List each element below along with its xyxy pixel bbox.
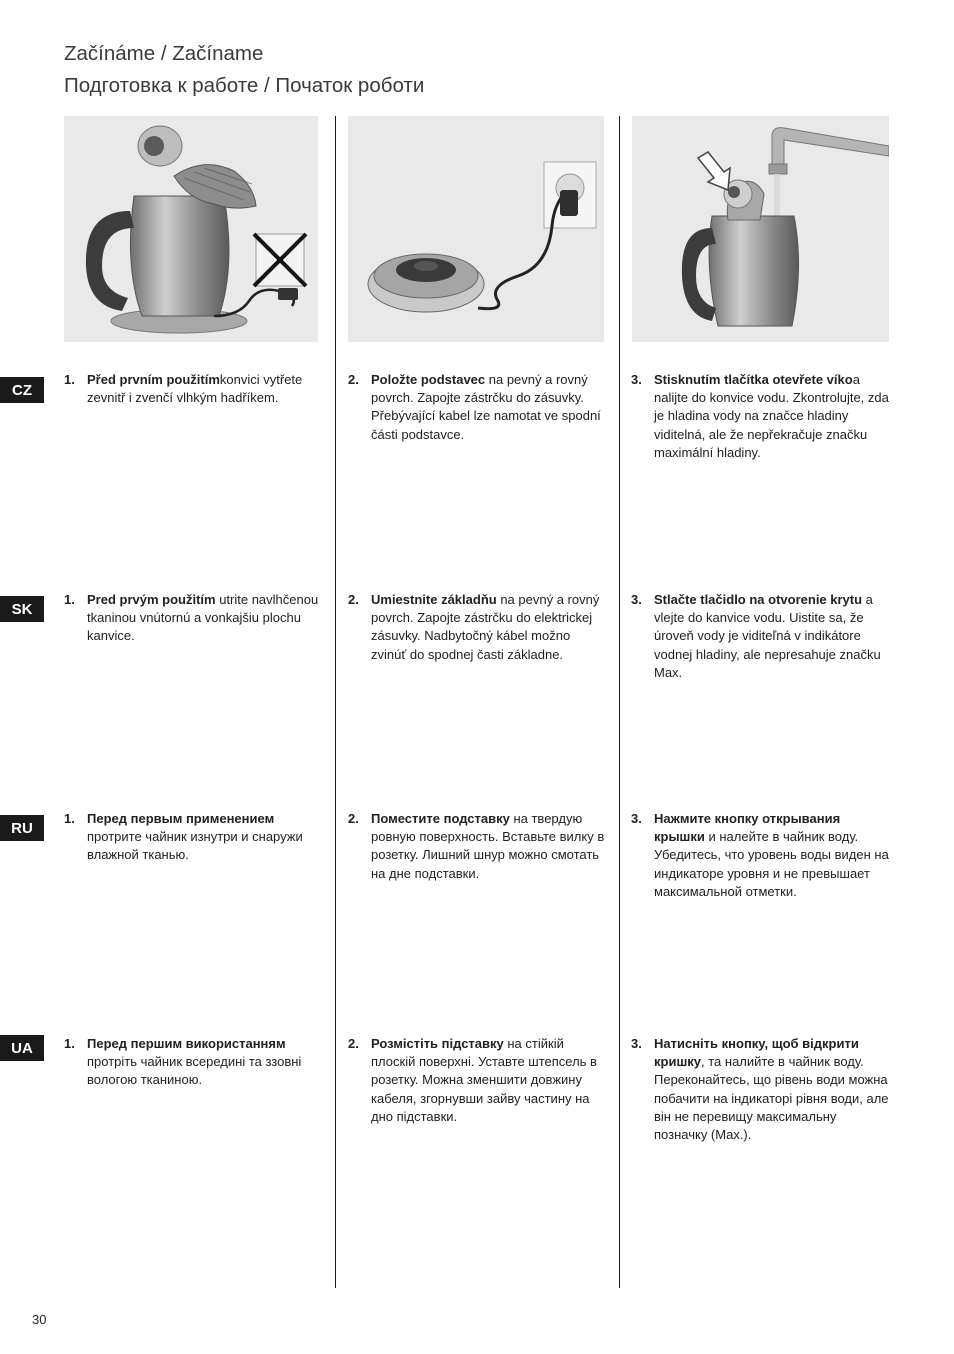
lang-tab-ru: RU: [0, 815, 44, 841]
kettle-cloth-image: [64, 116, 318, 342]
step-ua-1: [64, 1035, 326, 1090]
step-lead: Розмістіть підставку: [371, 1036, 504, 1051]
step-sk-2: [348, 591, 608, 664]
step-lead: Перед первым применением: [87, 811, 275, 826]
step-text: , та налийте в чайник воду. Переконайтесь, що рівень води можна побачити на індикаторі рівня води, але він не перевищу максимальну позначку (Max.).: [654, 1054, 889, 1143]
step-ru-3: [631, 810, 893, 901]
step-number: 1.: [64, 372, 75, 387]
step-cz-2: [348, 371, 608, 444]
step-lead: Натисніть кнопку, щоб відкрити кришку: [654, 1036, 859, 1070]
step-text: протрите чайник изнутри и снаружи влажной тканью.: [87, 829, 303, 863]
step-text: на стійкій плоскій поверхні. Уставте штепсель в розетку. Можна зменшити довжину кабеля, згорнувши зайву частину на дно підставки.: [371, 1036, 597, 1124]
step-text: и налейте в чайник воду. Убедитесь, что уровень воды виден на индикаторе уровня и не превышает максимальной отметки.: [654, 829, 889, 899]
step-number: 2.: [348, 592, 359, 607]
step-number: 1.: [64, 1036, 75, 1051]
step-text: utrite navlhčenou tkaninou vnútornú a vonkajšiu plochu kanvice.: [87, 592, 319, 644]
page-title-line-1: Začínáme / Začíname: [64, 42, 264, 65]
column-divider-1: [335, 116, 336, 1288]
step-ua-3: [631, 1035, 893, 1144]
step-number: 3.: [631, 592, 642, 607]
step-lead: Před prvním použitím: [87, 372, 220, 387]
step-text: a vlejte do kanvice vodu. Uistite sa, že úroveň vody je viditeľná v indikátore vodnej hladiny, ale nepresahuje značku Max.: [654, 592, 881, 680]
lang-tab-sk: SK: [0, 596, 44, 622]
step-text: na pevný a rovný povrch. Zapojte zástrčku do elektrickej zásuvky. Nadbytočný kábel možno zvinúť do spodnej časti základne.: [371, 592, 600, 662]
lang-tab-cz: CZ: [0, 377, 44, 403]
lang-tab-ua: UA: [0, 1035, 44, 1061]
step-number: 2.: [348, 1036, 359, 1051]
step-lead: Перед першим використанням: [87, 1036, 286, 1051]
step-lead: Stisknutím tlačítka otevřete víko: [654, 372, 853, 387]
step-ru-2: [348, 810, 608, 883]
step-number: 1.: [64, 592, 75, 607]
step-lead: Stlačte tlačidlo na otvorenie krytu: [654, 592, 863, 607]
step-ru-1: [64, 810, 326, 865]
step-number: 3.: [631, 811, 642, 826]
step-lead: Нажмите кнопку открывания крышки: [654, 811, 841, 845]
base-socket-image: [348, 116, 604, 342]
step-ua-2: [348, 1035, 608, 1126]
illustration-wipe-kettle: [64, 116, 318, 342]
illustration-fill-kettle: [632, 116, 889, 342]
step-text: a nalijte do konvice vodu. Zkontrolujte, zda je hladina vody na značce hladiny viditelná, ale že nepřekračuje značku maximální hladiny.: [654, 372, 889, 460]
page-title-line-2: Подготовка к работе / Початок роботи: [64, 74, 425, 97]
step-sk-1: [64, 591, 326, 646]
step-text: na pevný a rovný povrch. Zapojte zástrčku do zásuvky. Přebývající kabel lze namotat ve spodní části podstavce.: [371, 372, 601, 442]
step-sk-3: [631, 591, 893, 682]
step-text: на твердую ровную поверхность. Вставьте вилку в розетку. Лишний шнур можно смотать на дне подставки.: [371, 811, 605, 881]
page-number: 30: [32, 1312, 47, 1327]
step-lead: Položte podstavec: [371, 372, 486, 387]
column-divider-2: [619, 116, 620, 1288]
step-text: протріть чайник всередині та ззовні вологою тканиною.: [87, 1054, 302, 1088]
step-cz-3: [631, 371, 893, 462]
step-lead: Поместите подставку: [371, 811, 510, 826]
step-number: 2.: [348, 372, 359, 387]
step-lead: Pred prvým použitím: [87, 592, 216, 607]
step-number: 2.: [348, 811, 359, 826]
step-text: konvici vytřete zevnitř i zvenčí vlhkým hadříkem.: [87, 372, 303, 406]
illustration-base-plug: [348, 116, 604, 342]
step-number: 3.: [631, 1036, 642, 1051]
step-lead: Umiestnite základňu: [371, 592, 497, 607]
kettle-faucet-image: [632, 116, 889, 342]
step-number: 1.: [64, 811, 75, 826]
step-number: 3.: [631, 372, 642, 387]
step-cz-1: [64, 371, 326, 407]
